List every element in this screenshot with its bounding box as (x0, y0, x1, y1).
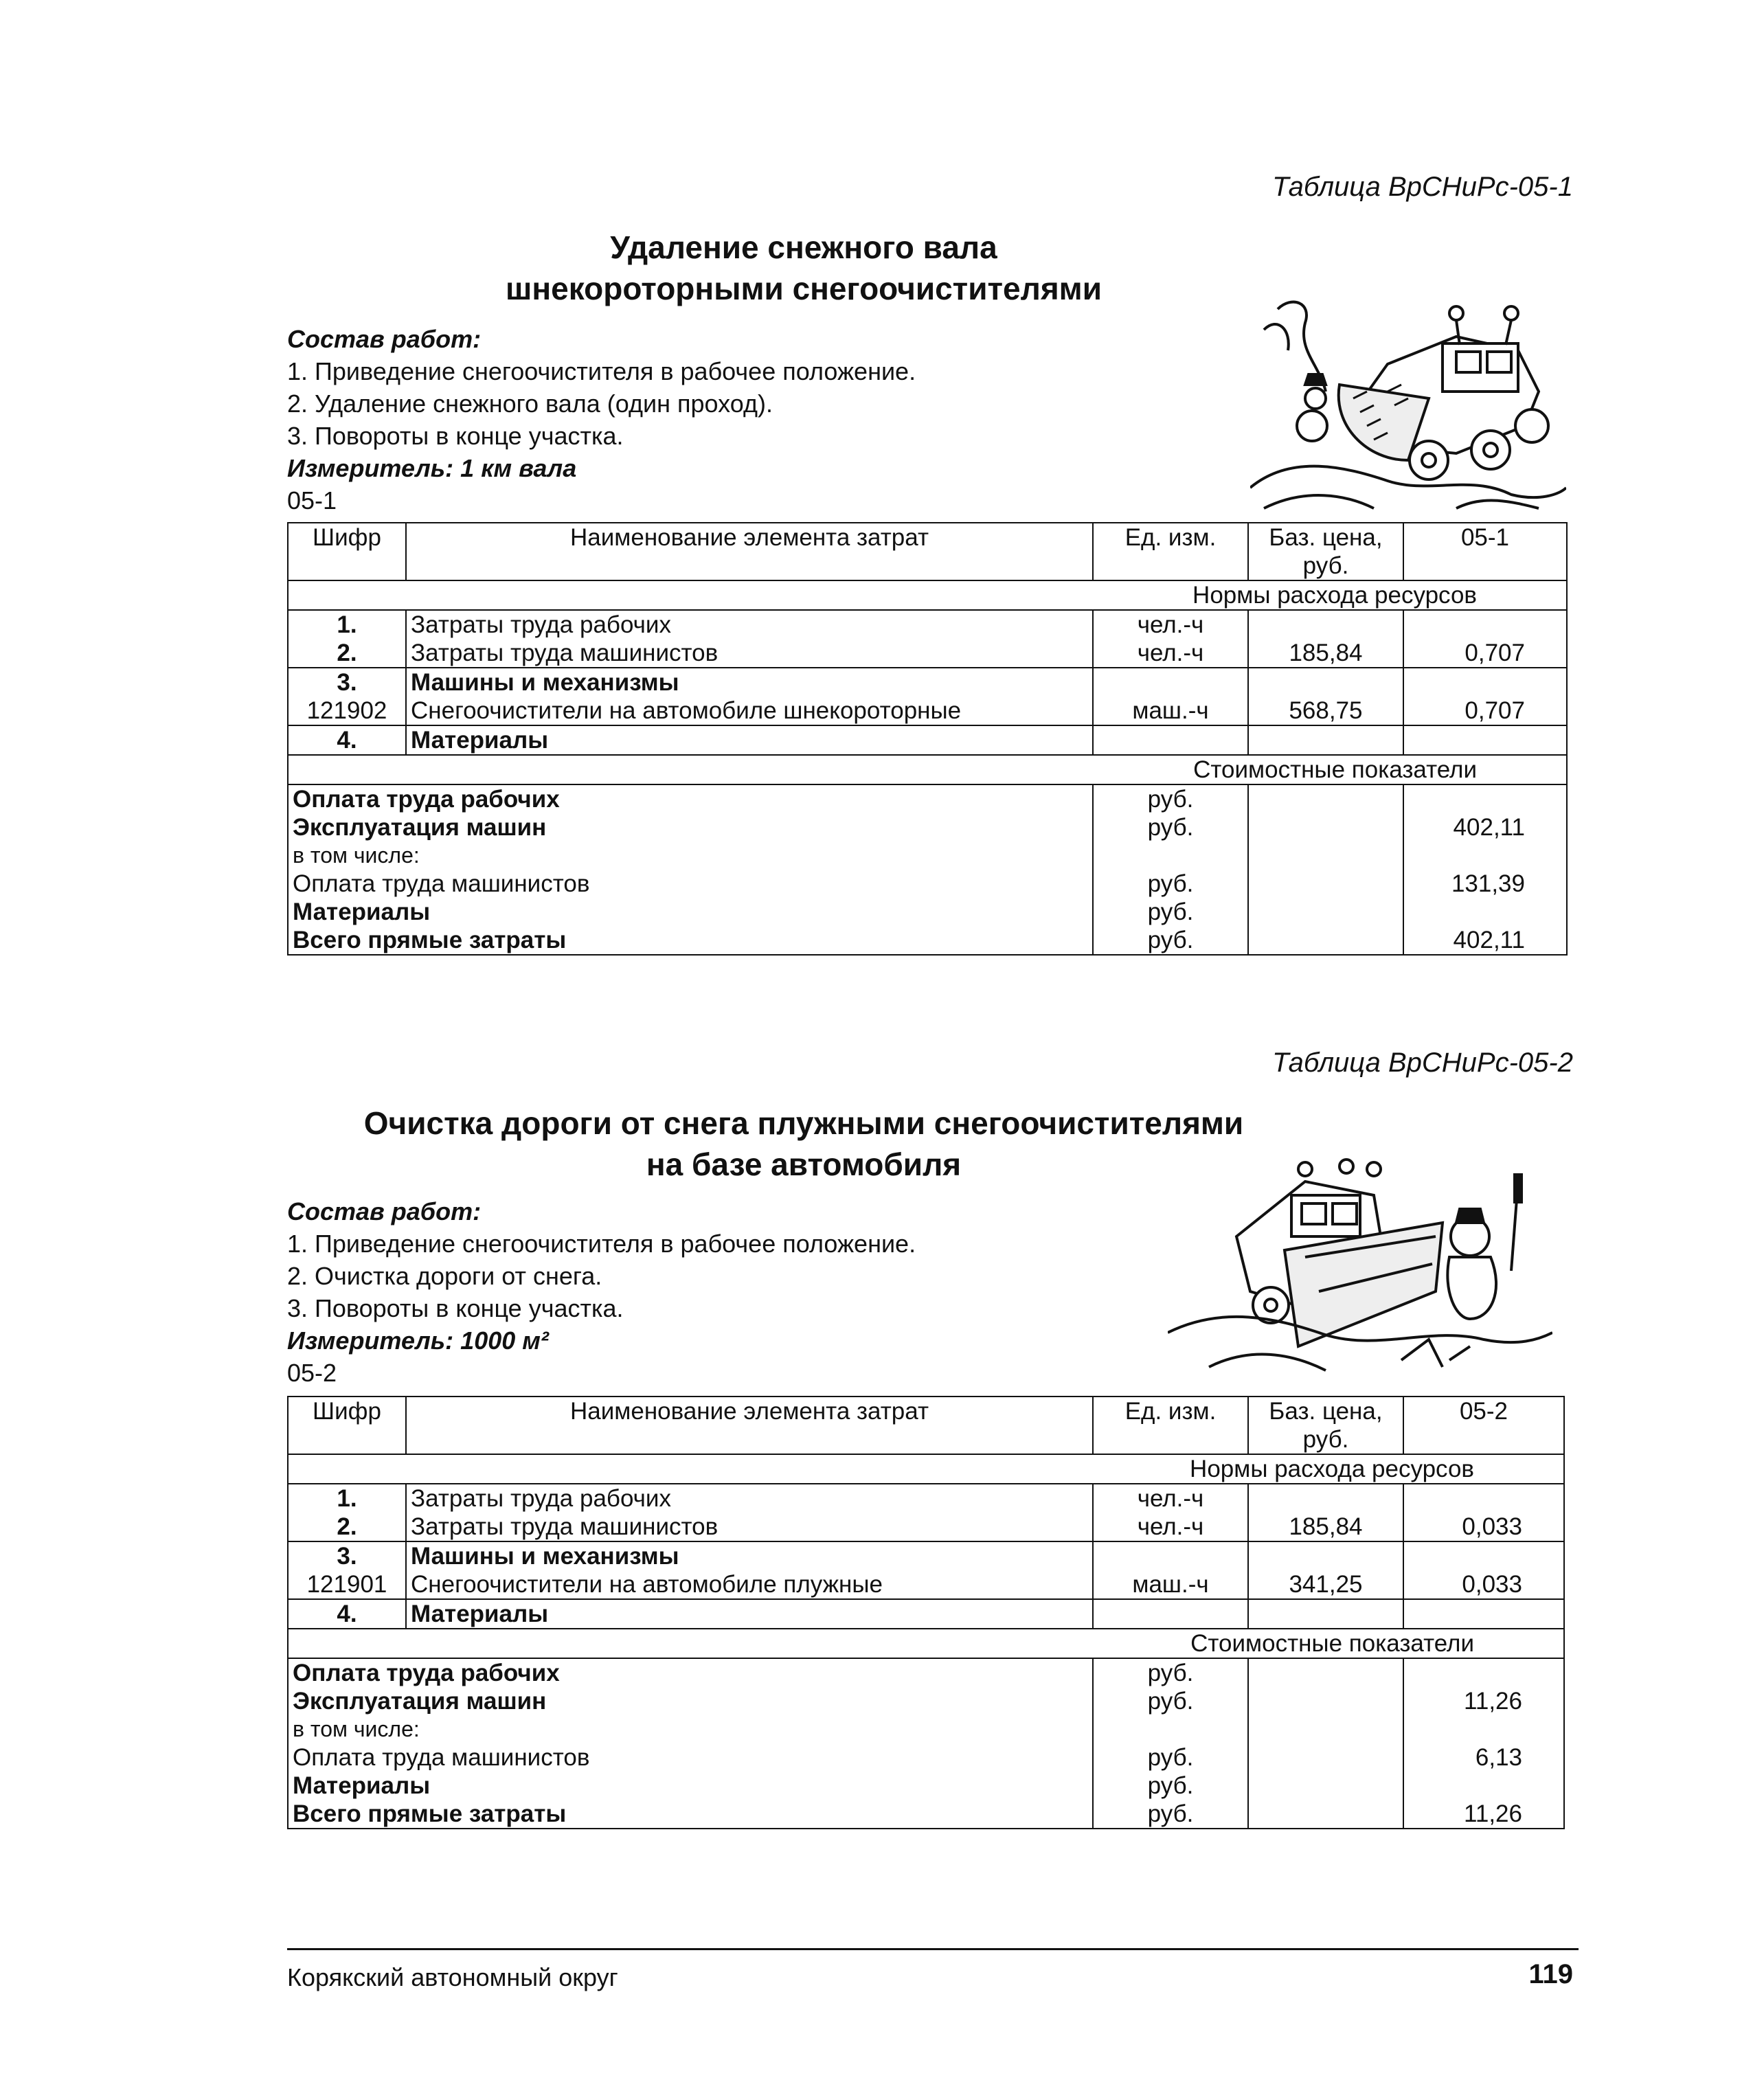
row-name: Затраты труда машинистов (406, 1513, 1093, 1541)
work-step: 1. Приведение снегоочистителя в рабочее положение. (287, 357, 916, 385)
cost-unit: руб. (1093, 870, 1248, 898)
column-header: Наименование элемента затрат (406, 523, 1093, 580)
title-line: Очистка дороги от снега плужными снегоочистителями (363, 1105, 1244, 1141)
section-row (288, 755, 1567, 784)
work-step: 1. Приведение снегоочистителя в рабочее положение. (287, 1230, 916, 1258)
work-composition (287, 323, 916, 517)
work-step: 3. Повороты в конце участка. (287, 1294, 624, 1322)
composition-heading: Состав работ: (287, 325, 482, 353)
cost-value: 402,11 (1403, 926, 1567, 955)
column-header: Баз. цена, руб. (1248, 1397, 1403, 1454)
row-value (1403, 610, 1567, 639)
empty-cell (1248, 841, 1403, 870)
empty-cell (1248, 898, 1403, 926)
empty-cell (1248, 1658, 1403, 1687)
cost-unit (1093, 1715, 1248, 1743)
table-label: Таблица ВрСНиРс-05-1 (1272, 172, 1573, 202)
column-header: Шифр (288, 523, 406, 580)
row-value (1403, 668, 1567, 697)
cost-row (288, 870, 1567, 898)
table-row (288, 1570, 1564, 1599)
cost-name: Всего прямые затраты (288, 1800, 1093, 1829)
empty-cell (1248, 870, 1403, 898)
cost-row (288, 1715, 1564, 1743)
row-name: Снегоочистители на автомобиле шнекороторные (406, 697, 1093, 725)
cost-value (1403, 1772, 1564, 1800)
row-code: 121902 (288, 697, 406, 725)
title-line: Удаление снежного вала (610, 229, 997, 265)
row-code: 4. (288, 1599, 406, 1629)
cost-name: Оплата труда машинистов (288, 870, 1093, 898)
empty-cell (1248, 1687, 1403, 1715)
cost-value (1403, 1715, 1564, 1743)
cost-name: Оплата труда рабочих (288, 784, 1093, 813)
table-row (288, 610, 1567, 639)
cost-unit: руб. (1093, 784, 1248, 813)
cost-row (288, 784, 1567, 813)
cost-name: Всего прямые затраты (288, 926, 1093, 955)
cost-row (288, 841, 1567, 870)
work-composition (287, 1195, 916, 1389)
title-line: шнекороторными снегоочистителями (506, 271, 1102, 306)
table-header-row (288, 523, 1567, 580)
cost-unit: руб. (1093, 898, 1248, 926)
cost-unit: руб. (1093, 1772, 1248, 1800)
row-value: 0,033 (1403, 1570, 1564, 1599)
row-price: 341,25 (1248, 1570, 1403, 1599)
cost-unit: руб. (1093, 1743, 1248, 1772)
row-code: 3. (288, 1541, 406, 1570)
row-name: Затраты труда рабочих (406, 1484, 1093, 1513)
cost-name: Оплата труда машинистов (288, 1743, 1093, 1772)
row-price: 185,84 (1248, 1513, 1403, 1541)
table-row (288, 668, 1567, 697)
norms-label: Нормы расхода ресурсов (288, 580, 1567, 610)
resource-table (287, 522, 1568, 956)
cost-unit: руб. (1093, 1658, 1248, 1687)
row-price (1248, 610, 1403, 639)
cost-row (288, 926, 1567, 955)
cost-value (1403, 1658, 1564, 1687)
table-row (288, 1599, 1564, 1629)
empty-cell (1248, 926, 1403, 955)
row-price (1248, 668, 1403, 697)
empty-cell (1248, 784, 1403, 813)
row-name: Машины и механизмы (406, 1541, 1093, 1570)
row-value (1403, 1484, 1564, 1513)
row-unit (1093, 1599, 1248, 1629)
empty-cell (1248, 1715, 1403, 1743)
table-code: 05-2 (287, 1359, 337, 1387)
work-step: 3. Повороты в конце участка. (287, 422, 624, 450)
cost-row (288, 1800, 1564, 1829)
row-name: Материалы (406, 725, 1093, 755)
cost-row (288, 1658, 1564, 1687)
cost-value: 6,13 (1403, 1743, 1564, 1772)
row-value (1403, 1599, 1564, 1629)
cost-name: Оплата труда рабочих (288, 1658, 1093, 1687)
row-price (1248, 725, 1403, 755)
column-header: Баз. цена, руб. (1248, 523, 1403, 580)
row-unit: чел.-ч (1093, 610, 1248, 639)
column-header: Ед. изм. (1093, 523, 1248, 580)
row-code: 1. (288, 1484, 406, 1513)
column-header: 05-2 (1403, 1397, 1564, 1454)
snow-blower-illustration (1250, 289, 1566, 515)
cost-name: в том числе: (288, 1715, 1093, 1743)
row-code: 2. (288, 1513, 406, 1541)
row-unit: маш.-ч (1093, 1570, 1248, 1599)
cost-value: 11,26 (1403, 1800, 1564, 1829)
table-row (288, 697, 1567, 725)
row-code: 3. (288, 668, 406, 697)
cost-row (288, 813, 1567, 841)
row-price (1248, 1484, 1403, 1513)
section-title (289, 1103, 1319, 1185)
table-row (288, 639, 1567, 668)
cost-value: 402,11 (1403, 813, 1567, 841)
footer-region: Корякский автономный округ (287, 1963, 618, 1991)
section-title (289, 227, 1319, 309)
empty-cell (1248, 1743, 1403, 1772)
cost-name: Эксплуатация машин (288, 1687, 1093, 1715)
measure-unit: Измеритель: 1 км вала (287, 454, 577, 482)
cost-row (288, 1772, 1564, 1800)
cost-value (1403, 898, 1567, 926)
row-unit: чел.-ч (1093, 1513, 1248, 1541)
row-unit (1093, 725, 1248, 755)
empty-cell (1248, 813, 1403, 841)
cost-label: Стоимостные показатели (288, 1629, 1564, 1658)
row-value: 0,033 (1403, 1513, 1564, 1541)
row-code: 2. (288, 639, 406, 668)
row-price: 185,84 (1248, 639, 1403, 668)
row-value (1403, 1541, 1564, 1570)
column-header: Шифр (288, 1397, 406, 1454)
row-price: 568,75 (1248, 697, 1403, 725)
composition-heading: Состав работ: (287, 1197, 482, 1225)
section-row (288, 1629, 1564, 1658)
title-line: на базе автомобиля (646, 1146, 962, 1182)
row-code: 1. (288, 610, 406, 639)
cost-value (1403, 841, 1567, 870)
table-header-row (288, 1397, 1564, 1454)
row-value: 0,707 (1403, 639, 1567, 668)
row-value: 0,707 (1403, 697, 1567, 725)
cost-row (288, 898, 1567, 926)
snow-plow-illustration (1168, 1154, 1552, 1381)
measure-unit: Измеритель: 1000 м² (287, 1326, 549, 1355)
row-name: Снегоочистители на автомобиле плужные (406, 1570, 1093, 1599)
row-unit (1093, 1541, 1248, 1570)
cost-name: Материалы (288, 1772, 1093, 1800)
table-code: 05-1 (287, 486, 337, 515)
cost-row (288, 1687, 1564, 1715)
row-code: 4. (288, 725, 406, 755)
cost-label: Стоимостные показатели (288, 755, 1567, 784)
row-value (1403, 725, 1567, 755)
row-price (1248, 1541, 1403, 1570)
column-header: 05-1 (1403, 523, 1567, 580)
cost-value: 131,39 (1403, 870, 1567, 898)
table-row (288, 725, 1567, 755)
row-unit (1093, 668, 1248, 697)
work-step: 2. Очистка дороги от снега. (287, 1262, 602, 1290)
empty-cell (1248, 1772, 1403, 1800)
row-name: Затраты труда рабочих (406, 610, 1093, 639)
table-row (288, 1484, 1564, 1513)
column-header: Ед. изм. (1093, 1397, 1248, 1454)
empty-cell (1248, 1800, 1403, 1829)
column-header: Наименование элемента затрат (406, 1397, 1093, 1454)
row-code: 121901 (288, 1570, 406, 1599)
section-row (288, 580, 1567, 610)
row-name: Материалы (406, 1599, 1093, 1629)
cost-name: Эксплуатация машин (288, 813, 1093, 841)
footer-divider (287, 1948, 1579, 1950)
resource-table (287, 1396, 1565, 1829)
table-row (288, 1513, 1564, 1541)
table-row (288, 1541, 1564, 1570)
cost-unit: руб. (1093, 1687, 1248, 1715)
work-step: 2. Удаление снежного вала (один проход). (287, 389, 773, 418)
cost-unit: руб. (1093, 926, 1248, 955)
row-name: Затраты труда машинистов (406, 639, 1093, 668)
row-price (1248, 1599, 1403, 1629)
row-name: Машины и механизмы (406, 668, 1093, 697)
section-row (288, 1454, 1564, 1484)
cost-unit: руб. (1093, 813, 1248, 841)
row-unit: чел.-ч (1093, 1484, 1248, 1513)
norms-label: Нормы расхода ресурсов (288, 1454, 1564, 1484)
page-number: 119 (1528, 1959, 1573, 1989)
row-unit: чел.-ч (1093, 639, 1248, 668)
cost-name: в том числе: (288, 841, 1093, 870)
table-label: Таблица ВрСНиРс-05-2 (1272, 1048, 1573, 1078)
cost-value (1403, 784, 1567, 813)
cost-unit: руб. (1093, 1800, 1248, 1829)
cost-unit (1093, 841, 1248, 870)
cost-row (288, 1743, 1564, 1772)
cost-name: Материалы (288, 898, 1093, 926)
row-unit: маш.-ч (1093, 697, 1248, 725)
cost-value: 11,26 (1403, 1687, 1564, 1715)
